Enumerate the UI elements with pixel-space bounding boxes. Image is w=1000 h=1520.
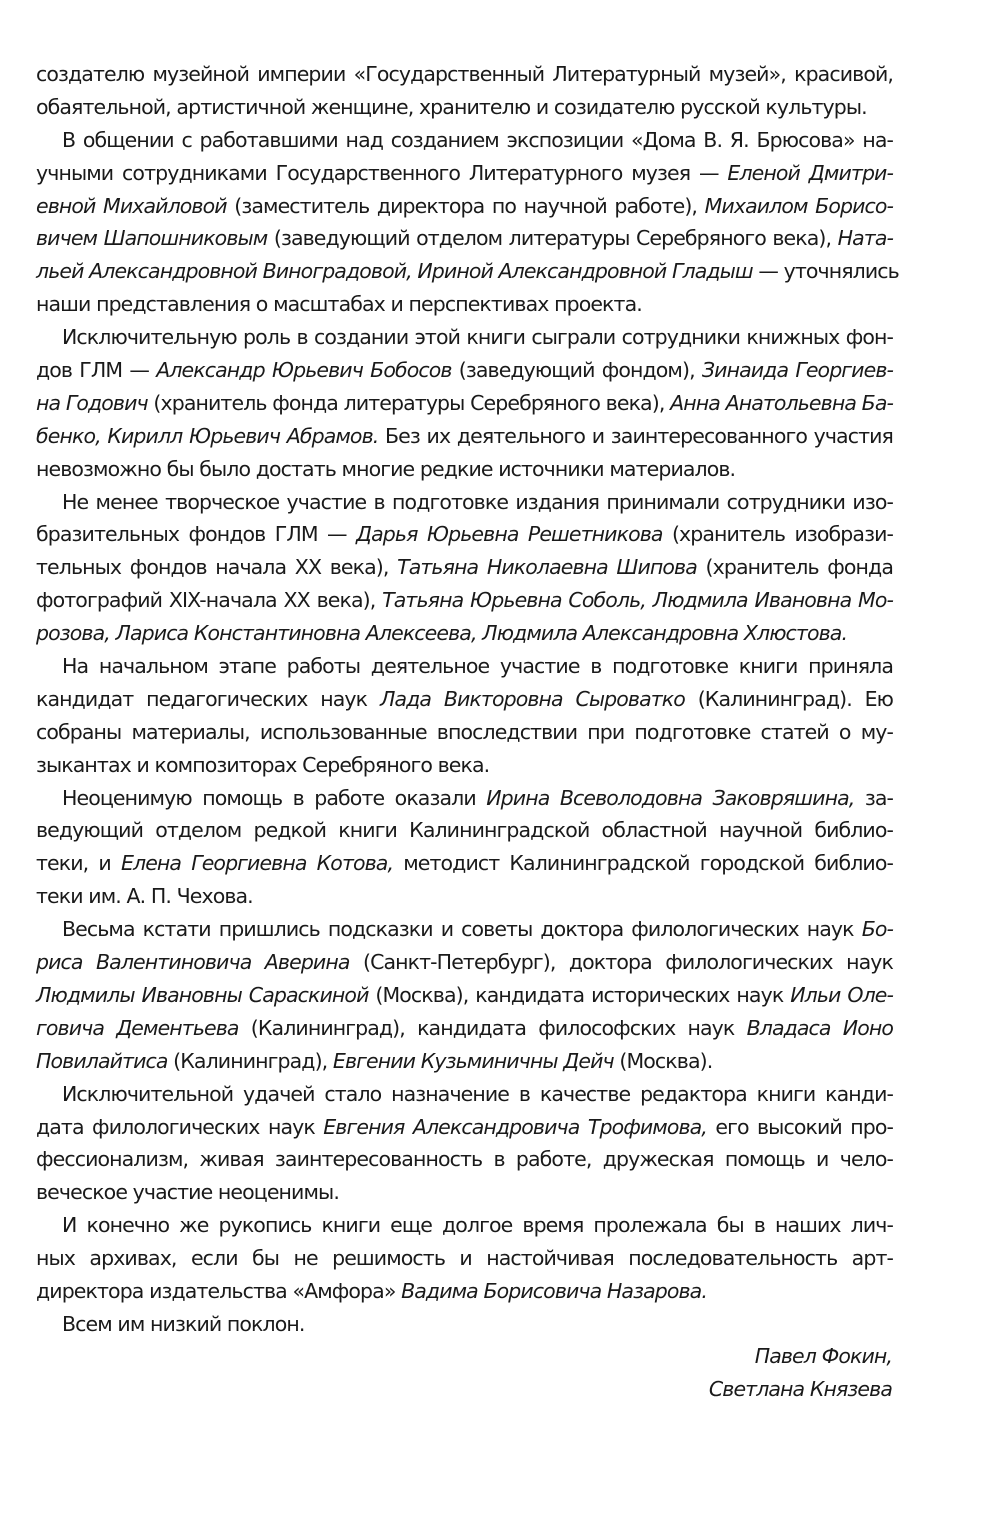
- italic-name: Бо-: [861, 917, 893, 942]
- text-run: (хранитель фонда: [696, 555, 893, 580]
- text-run: ных архивах, если бы не решимость и настойчивая последовательность арт-: [36, 1246, 893, 1271]
- paragraph: [36, 650, 893, 782]
- paragraph: [36, 486, 893, 650]
- italic-name: Вадима Борисовича Назарова.: [401, 1278, 707, 1303]
- italic-name: Лада Викторовна Сыроватко: [379, 686, 685, 711]
- italic-name: риса Валентиновича Аверина: [36, 950, 350, 975]
- text-run: бразительных фондов ГЛМ —: [36, 522, 357, 547]
- text-run: И конечно же рукопись книги еще долгое время пролежала бы в наших лич-: [62, 1213, 893, 1238]
- text-line: [36, 683, 893, 716]
- text-run: теки, и: [36, 851, 121, 876]
- text-run: (Санкт-Петербург), доктора филологических наук: [349, 950, 893, 975]
- text-run: (Калининград). Ею: [684, 686, 894, 711]
- text-run: (заместитель директора по научной работе),: [226, 193, 705, 218]
- text-run: (Калининград), кандидата философских наук: [238, 1015, 747, 1040]
- text-run: зыкантах и композиторах Серебряного века.: [36, 752, 490, 777]
- italic-name: Татьяна Николаевна Шипова: [397, 555, 697, 580]
- text-run: директора издательства «Амфора»: [36, 1278, 402, 1303]
- text-run: Весьма кстати пришлись подсказки и советы доктора филологических наук: [62, 917, 862, 942]
- text-line: [36, 1275, 893, 1308]
- italic-name: на Годович: [36, 390, 148, 415]
- text-run: фессионализм, живая заинтересованность в работе, дружеская помощь и чело-: [36, 1147, 893, 1172]
- text-line: [36, 650, 893, 683]
- italic-name: Михаилом Борисо-: [704, 193, 894, 218]
- text-line: [36, 847, 893, 880]
- italic-name: Зинаида Георгиев-: [701, 358, 893, 383]
- text-run: На начальном этапе работы деятельное участие в подготовке книги приняла: [62, 654, 893, 679]
- text-run: наши представления о масштабах и перспективах проекта.: [36, 292, 642, 317]
- italic-name: Татьяна Юрьевна Соболь, Людмила Ивановна Мо-: [382, 588, 893, 613]
- text-run: за-: [854, 785, 894, 810]
- text-line: [36, 91, 893, 124]
- signature-author-2: Светлана Князева: [708, 1377, 892, 1401]
- text-line: [36, 584, 893, 617]
- italic-name: Елена Георгиевна Котова,: [120, 851, 394, 876]
- text-line: [36, 749, 893, 782]
- text-line: [36, 1242, 893, 1275]
- text-line: [36, 1012, 893, 1045]
- text-line: [36, 782, 893, 815]
- text-run: В общении с работавшими над созданием экспозиции «Дома В. Я. Брюсова» на-: [62, 127, 893, 152]
- text-line: [36, 321, 893, 354]
- text-run: создателю музейной империи «Государственный Литературный музей», красивой,: [36, 62, 893, 86]
- paragraph: [36, 124, 899, 321]
- paragraph: [36, 913, 893, 1077]
- text-run: фотографий XIX-начала XX века),: [36, 588, 383, 613]
- text-run: кандидат педагогических наук: [36, 686, 380, 711]
- text-run: учными сотрудниками Государственного Литературного музея —: [36, 160, 728, 185]
- paragraph: [36, 321, 893, 485]
- text-run: (хранитель изобрази-: [662, 522, 893, 547]
- italic-name: говича Дементьева: [36, 1015, 239, 1040]
- text-line: [36, 453, 893, 486]
- text-line: [36, 1078, 893, 1111]
- italic-name: Еленой Дмитри-: [727, 160, 893, 185]
- text-line: [36, 1176, 893, 1209]
- text-line: [36, 518, 893, 551]
- text-line: [36, 716, 893, 749]
- text-line: [36, 1045, 893, 1078]
- text-line: [36, 157, 893, 190]
- italic-name: евной Михайловой: [36, 193, 227, 218]
- text-run: (заведующий фондом),: [451, 358, 702, 383]
- text-line: [36, 222, 893, 255]
- text-line: [36, 880, 893, 913]
- text-run: (хранитель фонда литературы Серебряного века),: [147, 390, 671, 415]
- paragraph: [36, 1308, 893, 1341]
- signature-author-1: Павел Фокин,: [754, 1344, 892, 1368]
- italic-name: Ната-: [837, 226, 893, 251]
- italic-name: бенко, Кирилл Юрьевич Абрамов.: [36, 423, 379, 448]
- text-run: теки им. А. П. Чехова.: [36, 884, 253, 909]
- text-line: [36, 979, 893, 1012]
- text-line: [36, 617, 893, 650]
- text-run: методист Калининградской городской библио-: [393, 851, 893, 876]
- text-run: Исключительной удачей стало назначение в качестве редактора книги канди-: [62, 1081, 893, 1106]
- text-line: [36, 124, 893, 157]
- text-run: (Калининград),: [167, 1048, 333, 1073]
- text-run: Не менее творческое участие в подготовке издания принимали сотрудники изо-: [62, 489, 893, 514]
- signature: [709, 1340, 892, 1406]
- text-line: [36, 354, 893, 387]
- italic-name: Повилайтиса: [36, 1048, 168, 1073]
- text-line: [36, 190, 893, 223]
- italic-name: Дарья Юрьевна Решетникова: [356, 522, 663, 547]
- text-line: [36, 1143, 893, 1176]
- italic-name: Владаса Ионо: [746, 1015, 893, 1040]
- italic-name: Евгения Александровича Трофимова,: [323, 1114, 707, 1139]
- italic-name: вичем Шапошниковым: [36, 226, 268, 251]
- text-run: Всем им низкий поклон.: [62, 1311, 305, 1336]
- text-run: ведующий отделом редкой книги Калининградской областной научной библио-: [36, 818, 893, 843]
- document-body: [36, 58, 899, 1341]
- text-run: (Москва).: [613, 1048, 713, 1073]
- italic-name: розова, Лариса Константиновна Алексеева, Людмила Александровна Хлюстова.: [36, 621, 848, 646]
- italic-name: Евгении Кузьминичны Дейч: [332, 1048, 614, 1073]
- text-line: [36, 58, 893, 91]
- text-line: [36, 1209, 893, 1242]
- text-run: (Москва), кандидата исторических наук: [368, 982, 791, 1007]
- paragraph: [36, 58, 893, 124]
- text-run: обаятельной, артистичной женщине, хранителю и созидателю русской культуры.: [36, 94, 867, 119]
- paragraph: [36, 782, 893, 914]
- italic-name: Александр Юрьевич Бобосов: [156, 358, 452, 383]
- text-line: [36, 387, 893, 420]
- text-line: [36, 1308, 893, 1341]
- italic-name: льей Александровной Виноградовой, Ириной Александровной Гладыш: [36, 259, 753, 284]
- text-run: дов ГЛМ —: [36, 358, 157, 383]
- text-run: тельных фондов начала XX века),: [36, 555, 398, 580]
- text-run: Без их деятельного и заинтересованного участия: [378, 423, 893, 448]
- text-run: веческое участие неоценимы.: [36, 1180, 339, 1205]
- text-run: Исключительную роль в создании этой книги сыграли сотрудники книжных фон-: [62, 325, 893, 350]
- text-line: [36, 255, 899, 288]
- text-line: [36, 946, 893, 979]
- text-line: [36, 1111, 893, 1144]
- text-line: [36, 913, 893, 946]
- italic-name: Ильи Оле-: [790, 982, 893, 1007]
- text-run: его высокий про-: [706, 1114, 893, 1139]
- text-line: [36, 420, 893, 453]
- text-line: [36, 551, 893, 584]
- italic-name: Анна Анатольевна Ба-: [670, 390, 893, 415]
- text-run: собраны материалы, использованные впоследствии при подготовке статей о му-: [36, 719, 893, 744]
- italic-name: Ирина Всеволодовна Заковряшина,: [486, 785, 855, 810]
- text-run: — уточнялись: [752, 259, 899, 284]
- text-run: невозможно бы было достать многие редкие источники материалов.: [36, 456, 736, 481]
- paragraph: [36, 1209, 893, 1308]
- text-line: [36, 486, 893, 519]
- text-line: [36, 288, 893, 321]
- text-run: Неоценимую помощь в работе оказали: [62, 785, 487, 810]
- paragraph: [36, 1078, 893, 1210]
- italic-name: Людмилы Ивановны Сараскиной: [36, 982, 369, 1007]
- text-line: [36, 814, 893, 847]
- text-run: дата филологических наук: [36, 1114, 324, 1139]
- text-run: (заведующий отделом литературы Серебряного века),: [267, 226, 838, 251]
